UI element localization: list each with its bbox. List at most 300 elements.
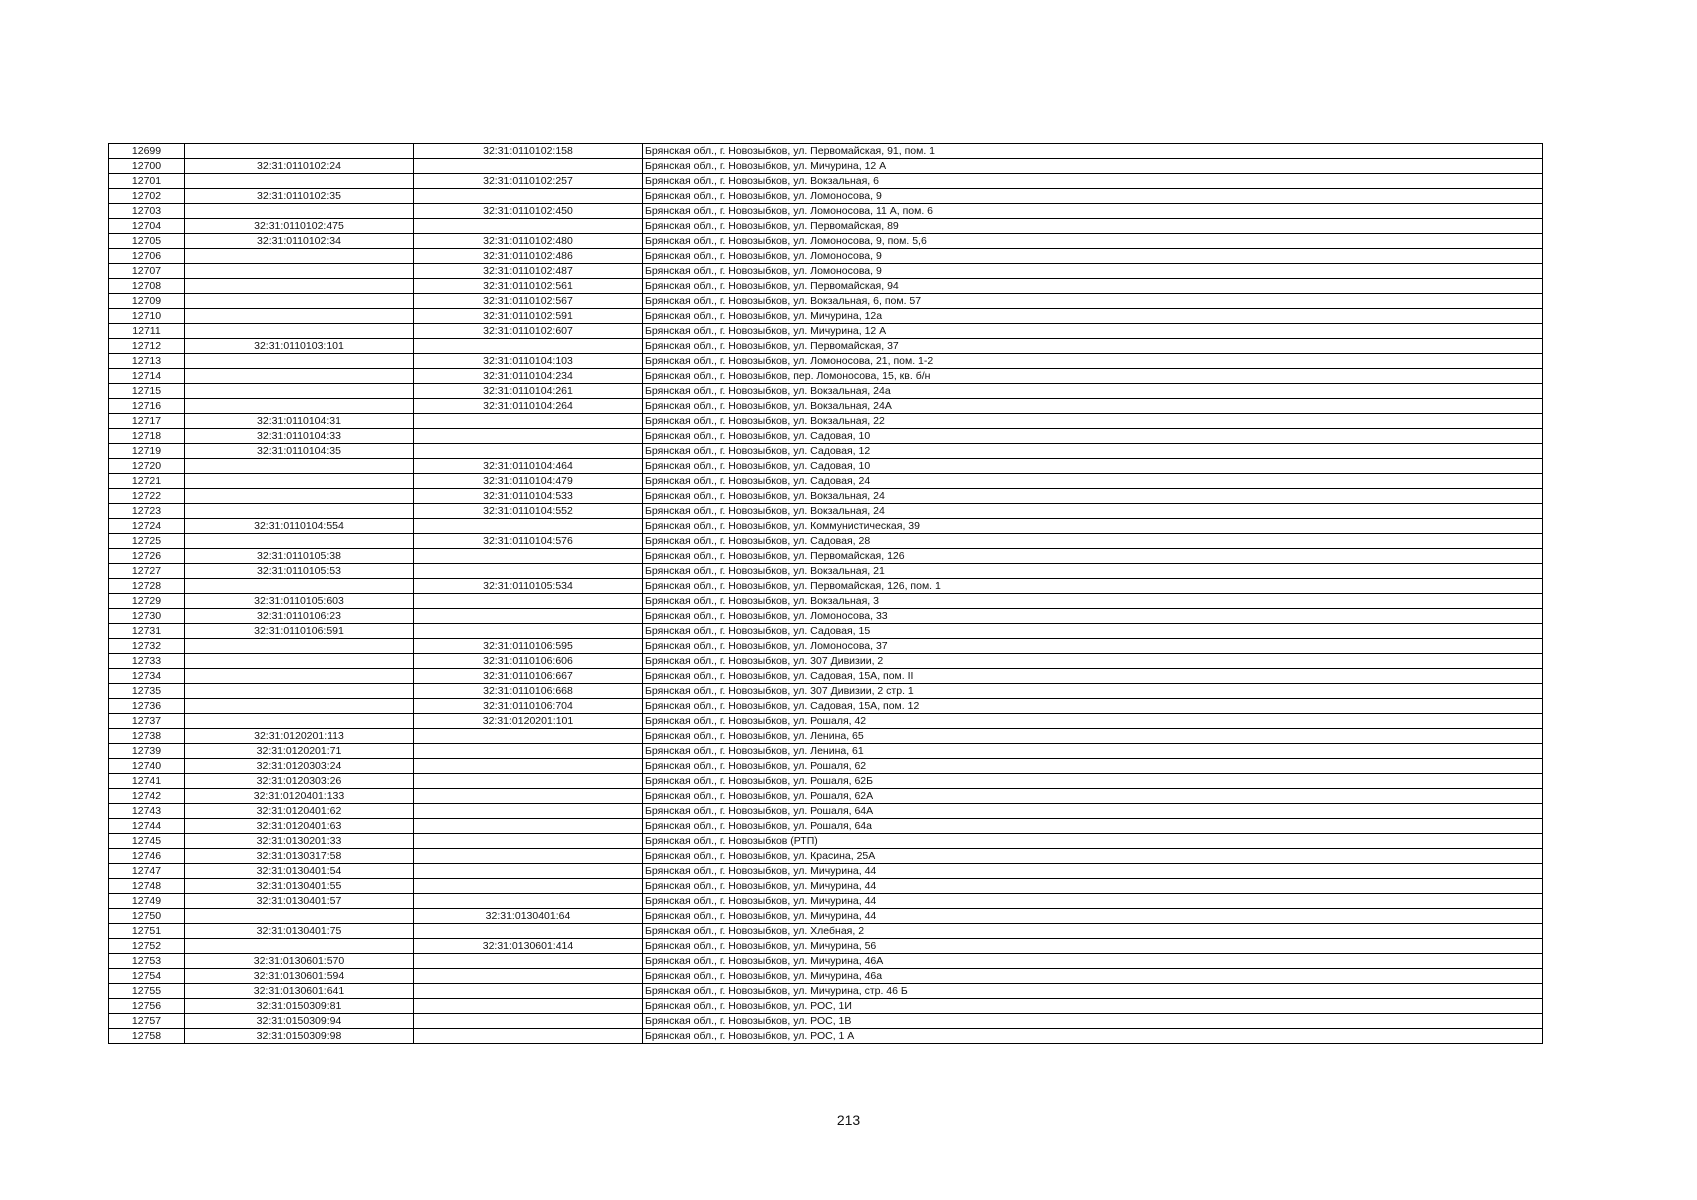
cadastral-number-cell	[185, 654, 414, 669]
linked-cadastral-number-cell	[414, 984, 643, 999]
linked-cadastral-number-cell: 32:31:0110104:234	[414, 369, 643, 384]
cadastral-number-cell: 32:31:0120303:26	[185, 774, 414, 789]
cadastral-number-cell	[185, 324, 414, 339]
row-number-cell: 12700	[109, 159, 185, 174]
row-number-cell: 12708	[109, 279, 185, 294]
cadastral-number-cell: 32:31:0130401:54	[185, 864, 414, 879]
table-row	[109, 219, 1543, 234]
address-cell: Брянская обл., г. Новозыбков, ул. Вокзальная, 22	[643, 414, 1543, 429]
row-number-cell: 12712	[109, 339, 185, 354]
linked-cadastral-number-cell	[414, 729, 643, 744]
cadastral-number-cell	[185, 639, 414, 654]
cadastral-number-cell	[185, 204, 414, 219]
address-cell: Брянская обл., г. Новозыбков, ул. Мичурина, 12а	[643, 309, 1543, 324]
linked-cadastral-number-cell	[414, 414, 643, 429]
address-cell: Брянская обл., г. Новозыбков, ул. Ломоносова, 33	[643, 609, 1543, 624]
row-number-cell: 12735	[109, 684, 185, 699]
row-number-cell: 12746	[109, 849, 185, 864]
address-cell: Брянская обл., г. Новозыбков, ул. Ломоносова, 9	[643, 264, 1543, 279]
cadastral-number-cell: 32:31:0130601:641	[185, 984, 414, 999]
linked-cadastral-number-cell: 32:31:0110104:261	[414, 384, 643, 399]
row-number-cell: 12750	[109, 909, 185, 924]
row-number-cell: 12745	[109, 834, 185, 849]
linked-cadastral-number-cell: 32:31:0110106:667	[414, 669, 643, 684]
linked-cadastral-number-cell: 32:31:0110104:464	[414, 459, 643, 474]
row-number-cell: 12743	[109, 804, 185, 819]
linked-cadastral-number-cell	[414, 609, 643, 624]
row-number-cell: 12725	[109, 534, 185, 549]
cadastral-number-cell: 32:31:0120401:63	[185, 819, 414, 834]
row-number-cell: 12748	[109, 879, 185, 894]
address-cell: Брянская обл., г. Новозыбков, ул. Рошаля, 62	[643, 759, 1543, 774]
cadastral-number-cell	[185, 369, 414, 384]
row-number-cell: 12727	[109, 564, 185, 579]
table-row	[109, 894, 1543, 909]
address-cell: Брянская обл., г. Новозыбков, ул. Рошаля, 62А	[643, 789, 1543, 804]
row-number-cell: 12709	[109, 294, 185, 309]
cadastral-number-cell	[185, 354, 414, 369]
row-number-cell: 12726	[109, 549, 185, 564]
cadastral-number-cell: 32:31:0110102:34	[185, 234, 414, 249]
cadastral-number-cell	[185, 399, 414, 414]
cadastral-number-cell	[185, 309, 414, 324]
table-row	[109, 339, 1543, 354]
address-cell: Брянская обл., г. Новозыбков, ул. Садовая, 15	[643, 624, 1543, 639]
address-cell: Брянская обл., г. Новозыбков, ул. Садовая, 10	[643, 459, 1543, 474]
linked-cadastral-number-cell	[414, 519, 643, 534]
table-row	[109, 459, 1543, 474]
cadastral-number-cell: 32:31:0120201:113	[185, 729, 414, 744]
cadastral-number-cell: 32:31:0130601:570	[185, 954, 414, 969]
linked-cadastral-number-cell: 32:31:0130401:64	[414, 909, 643, 924]
address-cell: Брянская обл., г. Новозыбков, ул. Первомайская, 91, пом. 1	[643, 144, 1543, 159]
table-row	[109, 264, 1543, 279]
linked-cadastral-number-cell	[414, 1029, 643, 1044]
cadastral-number-cell: 32:31:0110104:554	[185, 519, 414, 534]
address-cell: Брянская обл., г. Новозыбков, ул. Вокзальная, 24	[643, 504, 1543, 519]
cadastral-number-cell: 32:31:0130201:33	[185, 834, 414, 849]
row-number-cell: 12711	[109, 324, 185, 339]
linked-cadastral-number-cell	[414, 429, 643, 444]
linked-cadastral-number-cell: 32:31:0110106:668	[414, 684, 643, 699]
table-row	[109, 294, 1543, 309]
row-number-cell: 12717	[109, 414, 185, 429]
row-number-cell: 12736	[109, 699, 185, 714]
address-cell: Брянская обл., г. Новозыбков, ул. Хлебная, 2	[643, 924, 1543, 939]
cadastral-number-cell	[185, 489, 414, 504]
table-row	[109, 804, 1543, 819]
page-number: 213	[836, 1112, 861, 1128]
row-number-cell: 12721	[109, 474, 185, 489]
row-number-cell: 12718	[109, 429, 185, 444]
cadastral-number-cell: 32:31:0110105:38	[185, 549, 414, 564]
linked-cadastral-number-cell	[414, 219, 643, 234]
table-row	[109, 354, 1543, 369]
row-number-cell: 12751	[109, 924, 185, 939]
table-row	[109, 669, 1543, 684]
linked-cadastral-number-cell	[414, 894, 643, 909]
linked-cadastral-number-cell	[414, 804, 643, 819]
cadastral-number-cell: 32:31:0110102:24	[185, 159, 414, 174]
cadastral-number-cell: 32:31:0120401:62	[185, 804, 414, 819]
linked-cadastral-number-cell: 32:31:0110105:534	[414, 579, 643, 594]
cadastral-number-cell: 32:31:0130401:55	[185, 879, 414, 894]
row-number-cell: 12707	[109, 264, 185, 279]
linked-cadastral-number-cell: 32:31:0110102:561	[414, 279, 643, 294]
cadastral-number-cell: 32:31:0110102:475	[185, 219, 414, 234]
linked-cadastral-number-cell: 32:31:0110104:264	[414, 399, 643, 414]
linked-cadastral-number-cell	[414, 189, 643, 204]
linked-cadastral-number-cell	[414, 594, 643, 609]
linked-cadastral-number-cell	[414, 969, 643, 984]
table-row	[109, 969, 1543, 984]
cadastral-number-cell	[185, 579, 414, 594]
table-row	[109, 729, 1543, 744]
row-number-cell: 12701	[109, 174, 185, 189]
row-number-cell: 12716	[109, 399, 185, 414]
table-row	[109, 714, 1543, 729]
table-row	[109, 774, 1543, 789]
cadastral-number-cell: 32:31:0150309:81	[185, 999, 414, 1014]
table-row	[109, 444, 1543, 459]
row-number-cell: 12723	[109, 504, 185, 519]
table-row	[109, 309, 1543, 324]
address-cell: Брянская обл., г. Новозыбков, ул. Мичурина, 44	[643, 909, 1543, 924]
table-row	[109, 684, 1543, 699]
address-cell: Брянская обл., г. Новозыбков, ул. Садовая, 15А, пом. 12	[643, 699, 1543, 714]
cadastral-number-cell: 32:31:0120303:24	[185, 759, 414, 774]
linked-cadastral-number-cell	[414, 819, 643, 834]
address-cell: Брянская обл., г. Новозыбков, ул. Рошаля, 62Б	[643, 774, 1543, 789]
property-register-table	[108, 143, 1543, 1044]
address-cell: Брянская обл., г. Новозыбков, ул. Мичурина, стр. 46 Б	[643, 984, 1543, 999]
row-number-cell: 12706	[109, 249, 185, 264]
address-cell: Брянская обл., г. Новозыбков, ул. Ломоносова, 9	[643, 249, 1543, 264]
table-row	[109, 834, 1543, 849]
row-number-cell: 12705	[109, 234, 185, 249]
linked-cadastral-number-cell	[414, 1014, 643, 1029]
cadastral-number-cell: 32:31:0130601:594	[185, 969, 414, 984]
linked-cadastral-number-cell	[414, 774, 643, 789]
row-number-cell: 12738	[109, 729, 185, 744]
address-cell: Брянская обл., г. Новозыбков, ул. 307 Дивизии, 2	[643, 654, 1543, 669]
address-cell: Брянская обл., г. Новозыбков, ул. Ломоносова, 11 А, пом. 6	[643, 204, 1543, 219]
cadastral-number-cell	[185, 279, 414, 294]
address-cell: Брянская обл., г. Новозыбков, ул. РОС, 1 А	[643, 1029, 1543, 1044]
address-cell: Брянская обл., г. Новозыбков, ул. Садовая, 15А, пом. II	[643, 669, 1543, 684]
linked-cadastral-number-cell: 32:31:0110102:257	[414, 174, 643, 189]
linked-cadastral-number-cell: 32:31:0110102:486	[414, 249, 643, 264]
row-number-cell: 12715	[109, 384, 185, 399]
address-cell: Брянская обл., г. Новозыбков, ул. Ломоносова, 37	[643, 639, 1543, 654]
cadastral-number-cell: 32:31:0110106:23	[185, 609, 414, 624]
table-row	[109, 429, 1543, 444]
table-row	[109, 999, 1543, 1014]
linked-cadastral-number-cell	[414, 864, 643, 879]
address-cell: Брянская обл., г. Новозыбков, ул. Мичурина, 44	[643, 894, 1543, 909]
table-row	[109, 324, 1543, 339]
linked-cadastral-number-cell	[414, 954, 643, 969]
address-cell: Брянская обл., г. Новозыбков, ул. 307 Дивизии, 2 стр. 1	[643, 684, 1543, 699]
linked-cadastral-number-cell	[414, 564, 643, 579]
cadastral-number-cell: 32:31:0110104:35	[185, 444, 414, 459]
cadastral-number-cell: 32:31:0110104:33	[185, 429, 414, 444]
table-row	[109, 579, 1543, 594]
row-number-cell: 12731	[109, 624, 185, 639]
cadastral-number-cell: 32:31:0110102:35	[185, 189, 414, 204]
cadastral-number-cell: 32:31:0110106:591	[185, 624, 414, 639]
table-row	[109, 744, 1543, 759]
address-cell: Брянская обл., г. Новозыбков, ул. Ленина, 65	[643, 729, 1543, 744]
cadastral-number-cell: 32:31:0150309:94	[185, 1014, 414, 1029]
cadastral-number-cell	[185, 264, 414, 279]
linked-cadastral-number-cell: 32:31:0110102:480	[414, 234, 643, 249]
address-cell: Брянская обл., г. Новозыбков, ул. Мичурина, 56	[643, 939, 1543, 954]
row-number-cell: 12728	[109, 579, 185, 594]
table-row	[109, 609, 1543, 624]
address-cell: Брянская обл., г. Новозыбков, ул. Мичурина, 46а	[643, 969, 1543, 984]
cadastral-number-cell	[185, 144, 414, 159]
table-row	[109, 204, 1543, 219]
table-row	[109, 279, 1543, 294]
cadastral-number-cell: 32:31:0120201:71	[185, 744, 414, 759]
table-row	[109, 159, 1543, 174]
table-row	[109, 1029, 1543, 1044]
row-number-cell: 12756	[109, 999, 185, 1014]
address-cell: Брянская обл., г. Новозыбков, ул. Садовая, 24	[643, 474, 1543, 489]
address-cell: Брянская обл., г. Новозыбков, ул. Первомайская, 126	[643, 549, 1543, 564]
linked-cadastral-number-cell: 32:31:0110102:607	[414, 324, 643, 339]
cadastral-number-cell	[185, 684, 414, 699]
table-row	[109, 849, 1543, 864]
table-row	[109, 474, 1543, 489]
row-number-cell: 12744	[109, 819, 185, 834]
address-cell: Брянская обл., г. Новозыбков, ул. Мичурина, 12 А	[643, 159, 1543, 174]
linked-cadastral-number-cell	[414, 879, 643, 894]
row-number-cell: 12757	[109, 1014, 185, 1029]
table-row	[109, 489, 1543, 504]
address-cell: Брянская обл., г. Новозыбков, ул. Мичурина, 46А	[643, 954, 1543, 969]
address-cell: Брянская обл., г. Новозыбков, ул. Вокзальная, 24А	[643, 399, 1543, 414]
address-cell: Брянская обл., г. Новозыбков, ул. Садовая, 12	[643, 444, 1543, 459]
cadastral-number-cell	[185, 459, 414, 474]
cadastral-number-cell: 32:31:0120401:133	[185, 789, 414, 804]
linked-cadastral-number-cell	[414, 159, 643, 174]
table-row	[109, 1014, 1543, 1029]
row-number-cell: 12737	[109, 714, 185, 729]
cadastral-number-cell	[185, 939, 414, 954]
table-row	[109, 399, 1543, 414]
table-row	[109, 249, 1543, 264]
table-row	[109, 414, 1543, 429]
address-cell: Брянская обл., г. Новозыбков, ул. Садовая, 28	[643, 534, 1543, 549]
cadastral-number-cell: 32:31:0130401:57	[185, 894, 414, 909]
address-cell: Брянская обл., г. Новозыбков, ул. Вокзальная, 3	[643, 594, 1543, 609]
row-number-cell: 12749	[109, 894, 185, 909]
linked-cadastral-number-cell: 32:31:0110104:479	[414, 474, 643, 489]
table-row	[109, 819, 1543, 834]
linked-cadastral-number-cell	[414, 999, 643, 1014]
address-cell: Брянская обл., г. Новозыбков, ул. Мичурина, 44	[643, 864, 1543, 879]
table-row	[109, 639, 1543, 654]
row-number-cell: 12733	[109, 654, 185, 669]
table-row	[109, 519, 1543, 534]
address-cell: Брянская обл., г. Новозыбков, ул. Первомайская, 94	[643, 279, 1543, 294]
linked-cadastral-number-cell	[414, 339, 643, 354]
address-cell: Брянская обл., г. Новозыбков (РТП)	[643, 834, 1543, 849]
address-cell: Брянская обл., г. Новозыбков, ул. Вокзальная, 24а	[643, 384, 1543, 399]
address-cell: Брянская обл., г. Новозыбков, ул. Ломоносова, 21, пом. 1-2	[643, 354, 1543, 369]
table-row	[109, 924, 1543, 939]
row-number-cell: 12724	[109, 519, 185, 534]
address-cell: Брянская обл., г. Новозыбков, ул. Первомайская, 126, пом. 1	[643, 579, 1543, 594]
row-number-cell: 12699	[109, 144, 185, 159]
address-cell: Брянская обл., г. Новозыбков, ул. РОС, 1В	[643, 1014, 1543, 1029]
row-number-cell: 12734	[109, 669, 185, 684]
cadastral-number-cell: 32:31:0110105:53	[185, 564, 414, 579]
linked-cadastral-number-cell	[414, 834, 643, 849]
linked-cadastral-number-cell	[414, 849, 643, 864]
address-cell: Брянская обл., г. Новозыбков, ул. Садовая, 10	[643, 429, 1543, 444]
row-number-cell: 12730	[109, 609, 185, 624]
linked-cadastral-number-cell	[414, 759, 643, 774]
table-row	[109, 654, 1543, 669]
linked-cadastral-number-cell	[414, 624, 643, 639]
linked-cadastral-number-cell: 32:31:0110106:704	[414, 699, 643, 714]
row-number-cell: 12747	[109, 864, 185, 879]
linked-cadastral-number-cell: 32:31:0110102:158	[414, 144, 643, 159]
cadastral-number-cell: 32:31:0110105:603	[185, 594, 414, 609]
table-row	[109, 504, 1543, 519]
cadastral-number-cell	[185, 714, 414, 729]
linked-cadastral-number-cell: 32:31:0110102:567	[414, 294, 643, 309]
table-row	[109, 909, 1543, 924]
table-row	[109, 564, 1543, 579]
table-row	[109, 759, 1543, 774]
address-cell: Брянская обл., г. Новозыбков, ул. Вокзальная, 6, пом. 57	[643, 294, 1543, 309]
address-cell: Брянская обл., г. Новозыбков, ул. Вокзальная, 6	[643, 174, 1543, 189]
cadastral-number-cell	[185, 669, 414, 684]
cadastral-number-cell	[185, 384, 414, 399]
row-number-cell: 12739	[109, 744, 185, 759]
row-number-cell: 12752	[109, 939, 185, 954]
table-row	[109, 369, 1543, 384]
row-number-cell: 12740	[109, 759, 185, 774]
linked-cadastral-number-cell: 32:31:0110106:606	[414, 654, 643, 669]
address-cell: Брянская обл., г. Новозыбков, ул. Рошаля, 64а	[643, 819, 1543, 834]
table-row	[109, 789, 1543, 804]
address-cell: Брянская обл., г. Новозыбков, пер. Ломоносова, 15, кв. б/н	[643, 369, 1543, 384]
table-row	[109, 954, 1543, 969]
cadastral-number-cell	[185, 174, 414, 189]
row-number-cell: 12722	[109, 489, 185, 504]
table-row	[109, 984, 1543, 999]
row-number-cell: 12729	[109, 594, 185, 609]
address-cell: Брянская обл., г. Новозыбков, ул. Рошаля, 64А	[643, 804, 1543, 819]
linked-cadastral-number-cell: 32:31:0110104:576	[414, 534, 643, 549]
address-cell: Брянская обл., г. Новозыбков, ул. Мичурина, 44	[643, 879, 1543, 894]
linked-cadastral-number-cell	[414, 549, 643, 564]
address-cell: Брянская обл., г. Новозыбков, ул. РОС, 1И	[643, 999, 1543, 1014]
table-row	[109, 384, 1543, 399]
cadastral-number-cell	[185, 474, 414, 489]
linked-cadastral-number-cell	[414, 924, 643, 939]
address-cell: Брянская обл., г. Новозыбков, ул. Ленина, 61	[643, 744, 1543, 759]
cadastral-number-cell	[185, 504, 414, 519]
row-number-cell: 12732	[109, 639, 185, 654]
table-row	[109, 534, 1543, 549]
cadastral-number-cell: 32:31:0110103:101	[185, 339, 414, 354]
linked-cadastral-number-cell: 32:31:0110106:595	[414, 639, 643, 654]
address-cell: Брянская обл., г. Новозыбков, ул. Первомайская, 37	[643, 339, 1543, 354]
row-number-cell: 12704	[109, 219, 185, 234]
row-number-cell: 12758	[109, 1029, 185, 1044]
address-cell: Брянская обл., г. Новозыбков, ул. Коммунистическая, 39	[643, 519, 1543, 534]
address-cell: Брянская обл., г. Новозыбков, ул. Красина, 25А	[643, 849, 1543, 864]
table-row	[109, 189, 1543, 204]
linked-cadastral-number-cell	[414, 789, 643, 804]
table-body	[109, 144, 1543, 1044]
address-cell: Брянская обл., г. Новозыбков, ул. Первомайская, 89	[643, 219, 1543, 234]
address-cell: Брянская обл., г. Новозыбков, ул. Мичурина, 12 А	[643, 324, 1543, 339]
linked-cadastral-number-cell: 32:31:0110102:487	[414, 264, 643, 279]
linked-cadastral-number-cell: 32:31:0120201:101	[414, 714, 643, 729]
row-number-cell: 12713	[109, 354, 185, 369]
row-number-cell: 12720	[109, 459, 185, 474]
linked-cadastral-number-cell	[414, 444, 643, 459]
cadastral-number-cell: 32:31:0130317:58	[185, 849, 414, 864]
address-cell: Брянская обл., г. Новозыбков, ул. Вокзальная, 21	[643, 564, 1543, 579]
row-number-cell: 12754	[109, 969, 185, 984]
table-row	[109, 144, 1543, 159]
table-row	[109, 699, 1543, 714]
cadastral-number-cell: 32:31:0110104:31	[185, 414, 414, 429]
cadastral-number-cell	[185, 699, 414, 714]
address-cell: Брянская обл., г. Новозыбков, ул. Рошаля, 42	[643, 714, 1543, 729]
table-row	[109, 864, 1543, 879]
cadastral-number-cell	[185, 249, 414, 264]
table-row	[109, 234, 1543, 249]
row-number-cell: 12702	[109, 189, 185, 204]
row-number-cell: 12703	[109, 204, 185, 219]
table-row	[109, 549, 1543, 564]
address-cell: Брянская обл., г. Новозыбков, ул. Вокзальная, 24	[643, 489, 1543, 504]
cadastral-number-cell: 32:31:0150309:98	[185, 1029, 414, 1044]
cadastral-number-cell	[185, 294, 414, 309]
cadastral-number-cell	[185, 534, 414, 549]
table-row	[109, 594, 1543, 609]
table-row	[109, 879, 1543, 894]
row-number-cell: 12710	[109, 309, 185, 324]
row-number-cell: 12714	[109, 369, 185, 384]
linked-cadastral-number-cell: 32:31:0110104:103	[414, 354, 643, 369]
linked-cadastral-number-cell: 32:31:0130601:414	[414, 939, 643, 954]
table-row	[109, 939, 1543, 954]
table-row	[109, 174, 1543, 189]
row-number-cell: 12742	[109, 789, 185, 804]
cadastral-number-cell	[185, 909, 414, 924]
row-number-cell: 12755	[109, 984, 185, 999]
linked-cadastral-number-cell: 32:31:0110102:450	[414, 204, 643, 219]
address-cell: Брянская обл., г. Новозыбков, ул. Ломоносова, 9, пом. 5,6	[643, 234, 1543, 249]
linked-cadastral-number-cell: 32:31:0110102:591	[414, 309, 643, 324]
address-cell: Брянская обл., г. Новозыбков, ул. Ломоносова, 9	[643, 189, 1543, 204]
cadastral-number-cell: 32:31:0130401:75	[185, 924, 414, 939]
row-number-cell: 12719	[109, 444, 185, 459]
linked-cadastral-number-cell	[414, 744, 643, 759]
row-number-cell: 12741	[109, 774, 185, 789]
linked-cadastral-number-cell: 32:31:0110104:552	[414, 504, 643, 519]
